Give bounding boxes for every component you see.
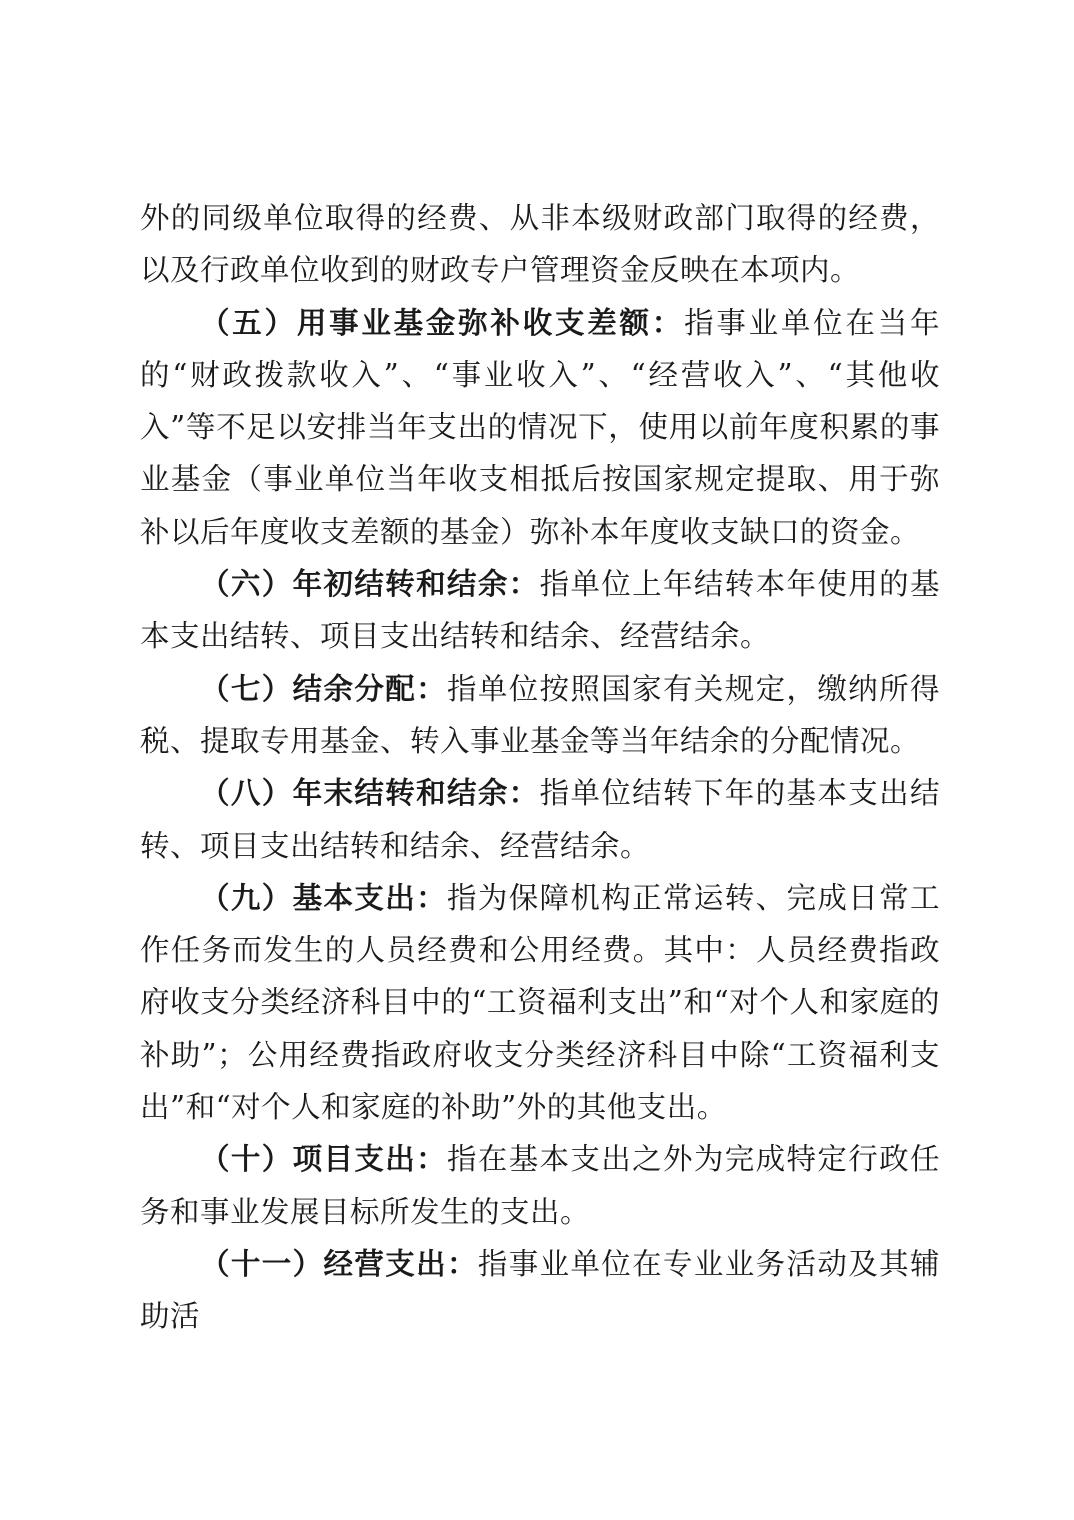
paragraph-term: （十一）经营支出： [200,1245,478,1281]
paragraph-item-10 [140,1133,940,1238]
paragraph-term: （六）年初结转和结余： [200,566,540,602]
paragraph-item-11 [140,1238,940,1343]
paragraph-text: 指在基本支出之外为完成特定行政任务和事业发展目标所发生的支出。 [140,1142,940,1229]
paragraph-item-9 [140,872,940,1133]
paragraph-text: 指单位上年结转本年使用的基本支出结转、项目支出结转和结余、经营结余。 [140,567,940,654]
paragraph-item-5 [140,297,940,558]
paragraph-text: 指事业单位在当年的“财政拨款收入”、“事业收入”、“经营收入”、“其他收入”等不足以安排当年支出的情况下，使用以前年度积累的事业基金（事业单位当年收支相抵后按国家规定提取、用于弥补以后年度收支差额的基金）弥补本年度收支缺口的资金。 [140,305,940,549]
paragraph-text: 外的同级单位取得的经费、从非本级财政部门取得的经费，以及行政单位收到的财政专户管理资金反映在本项内。 [140,201,940,288]
paragraph-term: （七）结余分配： [200,670,447,706]
paragraph-continuation [140,192,940,297]
paragraph-item-7 [140,663,940,768]
paragraph-term: （五）用事业基金弥补收支差额： [200,304,685,340]
paragraph-text: 指单位结转下年的基本支出结转、项目支出结转和结余、经营结余。 [140,776,940,863]
document-body [140,192,940,1343]
paragraph-item-8 [140,767,940,872]
paragraph-text: 指事业单位在专业业务活动及其辅助活 [140,1246,940,1334]
paragraph-text: 指单位按照国家有关规定，缴纳所得税、提取专用基金、转入事业基金等当年结余的分配情况。 [140,671,940,758]
paragraph-term: （八）年末结转和结余： [200,775,540,811]
paragraph-term: （十）项目支出： [200,1141,447,1177]
paragraph-item-6 [140,558,940,663]
paragraph-term: （九）基本支出： [200,879,447,915]
paragraph-text: 指为保障机构正常运转、完成日常工作任务而发生的人员经费和公用经费。其中：人员经费指政府收支分类经济科目中的“工资福利支出”和“对个人和家庭的补助”；公用经费指政府收支分类经济科目中除“工资福利支出”和“对个人和家庭的补助”外的其他支出。 [140,880,940,1125]
